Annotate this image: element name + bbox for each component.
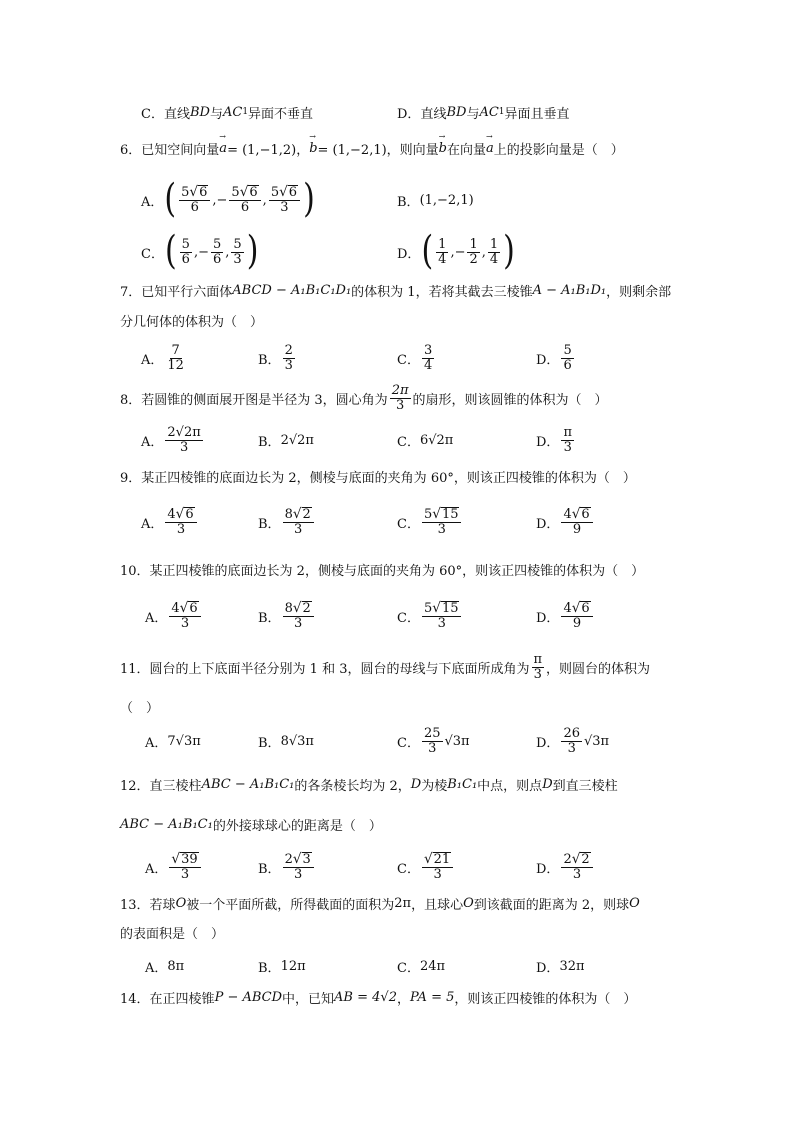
q13-option-d[interactable]: D． 32π [536,958,585,976]
q7-option-b[interactable]: B． $\frac{2}{3}$ [258,342,293,373]
q8-option-d[interactable]: D． $\frac{\pi}{3}$ [536,424,572,455]
q6-option-b[interactable]: B． (1,−2,1) [397,192,474,210]
q9-option-b[interactable]: B． 8 √ 2 3 [258,500,316,544]
option-label: D． [397,106,421,122]
question-7: 7． 已知平行六面体 ABCD − A₁B₁C₁D₁ 的体积为 1，若将其截去三棱锥 A − A₁B₁D₁ ，则剩余部 [120,282,672,300]
q9-option-a[interactable]: A． 4 √ 6 3 [141,500,199,544]
q8-option-c[interactable]: C． 6√2π [397,432,454,450]
question-8: 8． 若圆锥的侧面展开图是半径为 3，圆心角为 $\frac{2\pi}{3}$ 的扇形，则该圆锥的体积为（ ） [120,382,608,413]
q13-option-b[interactable]: B． 12π [258,958,306,976]
q8-option-a[interactable]: A． $\frac{2√2\pi}{3}$ [141,424,201,455]
q8-option-b[interactable]: B． 2√2π [258,432,314,450]
q11-option-c[interactable]: C． $\frac{25}{3}$ √3π [397,725,470,756]
q5-option-c[interactable]: C． 直线 BD 与 AC 1 异面不垂直 [141,104,314,122]
q11-option-b[interactable]: B． 8√3π [258,733,314,751]
q10-option-c[interactable]: C． 5 √ 15 3 [397,594,463,638]
q7-option-d[interactable]: D． $\frac{5}{6}$ [536,342,572,373]
q11-option-d[interactable]: D． $\frac{26}{3}$ √3π [536,725,610,756]
q10-option-a[interactable]: A． 4 √ 6 3 [145,594,203,638]
question-6: 6． 已知空间向量 → a = (1,−1,2)， → b = (1,−2,1)，则向量 → b 在向量 → a 上的投影向量是（ ） [120,128,624,168]
option-label: C． [141,106,164,122]
question-7-line2: 分几何体的体积为（ ） [120,314,264,330]
q12-option-b[interactable]: B． 2 √ 3 3 [258,846,316,888]
question-13-line2: 的表面积是（ ） [120,926,225,942]
q5-option-d[interactable]: D． 直线 BD 与 AC 1 异面且垂直 [397,104,570,122]
q12-option-c[interactable]: C． √ 21 3 [397,846,455,888]
question-11: 11． 圆台的上下底面半径分别为 1 和 3，圆台的母线与下底面所成角为 $\frac{\pi}{3}$ ，则圆台的体积为 [120,651,651,682]
q6-option-c[interactable]: C． ( $\frac{5}{6}$ ,− $\frac{5}{6}$ , $\frac{5}{3}$ ) [141,228,259,275]
question-13: 13． 若球 O 被一个平面所截，所得截面的面积为 2π ，且球心 O 到该截面的距离为 2，则球 O [120,895,640,913]
question-12: 12． 直三棱柱 ABC − A₁B₁C₁ 的各条棱长均为 2， D 为棱 B₁C₁ 中点，则点 D 到直三棱柱 [120,776,618,794]
q7-option-a[interactable]: A． $\frac{7}{12}$ [141,342,184,373]
question-11-line2: （ ） [120,700,160,716]
q13-option-a[interactable]: A． 8π [145,958,185,976]
q12-option-d[interactable]: D． 2 √ 2 3 [536,846,595,888]
question-10: 10． 某正四棱锥的底面边长为 2，侧棱与底面的夹角为 60°，则该正四棱锥的体积为（ ） [120,563,645,579]
q10-option-d[interactable]: D． 4 √ 6 9 [536,594,595,638]
q7-option-c[interactable]: C． $\frac{3}{4}$ [397,342,433,373]
question-9: 9． 某正四棱锥的底面边长为 2，侧棱与底面的夹角为 60°，则该正四棱锥的体积为（ ） [120,470,636,486]
q9-option-d[interactable]: D． 4 √ 6 9 [536,500,595,544]
q11-option-a[interactable]: A． 7√3π [145,733,201,751]
question-12-line2: ABC − A₁B₁C₁ 的外接球球心的距离是（ ） [120,816,382,834]
q9-option-c[interactable]: C． 5 √ 15 3 [397,500,463,544]
q6-option-a[interactable]: A． ( 5 √ 6 6 ,− 5 √ 6 6 , 5 √ 6 3 ) [141,176,315,223]
q6-option-d[interactable]: D． ( $\frac{1}{4}$ ,− $\frac{1}{2}$ , $\frac{1}{4}$ ) [397,228,515,275]
q13-option-c[interactable]: C． 24π [397,958,446,976]
q10-option-b[interactable]: B． 8 √ 2 3 [258,594,316,638]
question-14: 14． 在正四棱锥 P − ABCD 中，已知 AB = 4√2 ， PA = 5 ，则该正四棱锥的体积为（ ） [120,989,637,1007]
q12-option-a[interactable]: A． √ 39 3 [145,846,203,888]
